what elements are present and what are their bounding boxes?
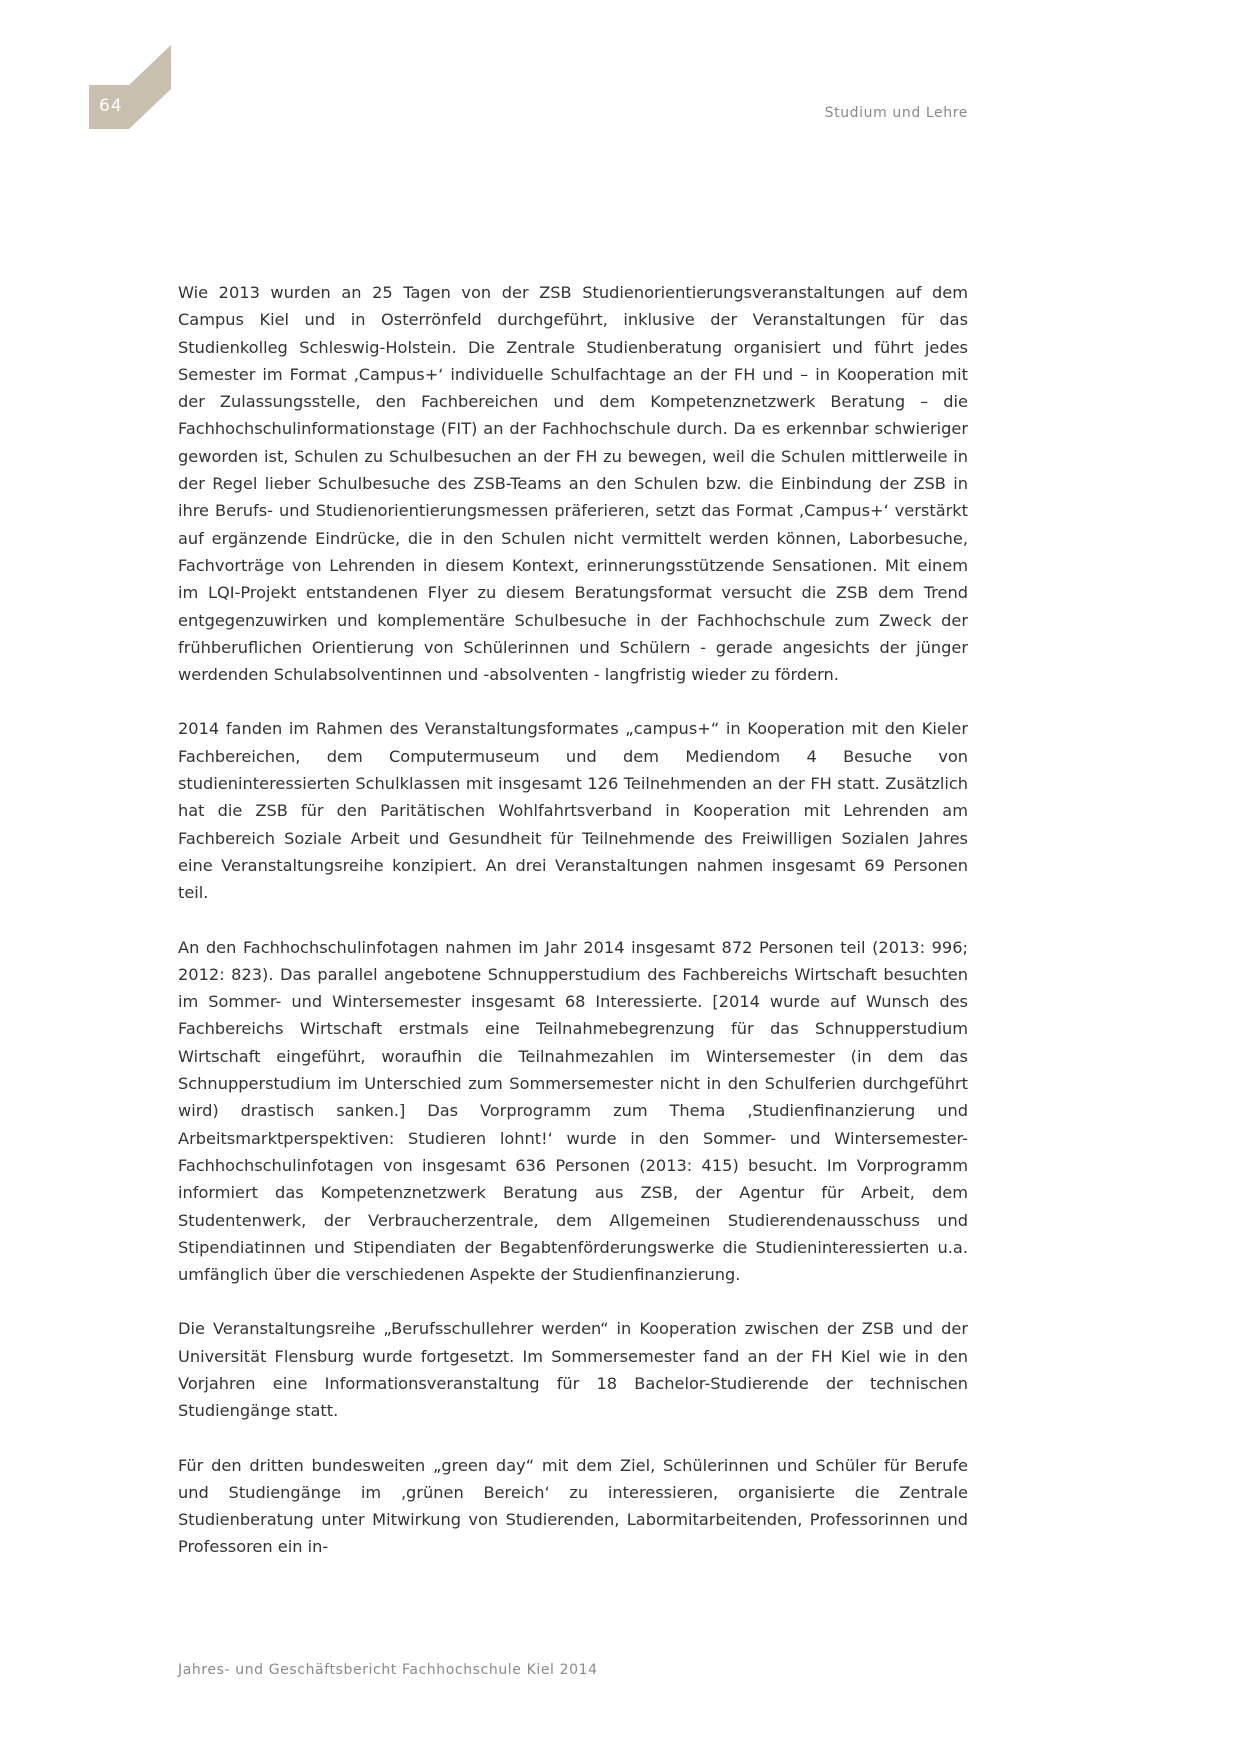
paragraph: Die Veranstaltungsreihe „Berufsschullehrer werden“ in Kooperation zwischen der ZSB und der Universität Flensburg wurde fortgesetzt. Im Sommersemester fand an der FH Kiel wie in den Vorjahren eine Informationsveranstaltung für 18 Bachelor-Studierende der technischen Studiengänge statt. bbox=[178, 1319, 968, 1421]
page-number-badge bbox=[89, 45, 173, 129]
body-text bbox=[178, 279, 968, 1588]
running-header-section-title: Studium und Lehre bbox=[824, 105, 968, 121]
page-number: 64 bbox=[99, 96, 123, 116]
paragraph: An den Fachhochschulinfotagen nahmen im Jahr 2014 insgesamt 872 Personen teil (2013: 996; 2012: 823). Das parallel angebotene Schnupperstudium des Fachbereichs Wirtschaft besuchten im Sommer- und Wintersemester insgesamt 68 Interessierte. [2014 wurde auf Wunsch des Fachbereichs Wirtschaft erstmals eine Teilnahmebegrenzung für das Schnupperstudium Wirtschaft eingeführt, woraufhin die Teilnahmezahlen im Wintersemester (in dem das Schnupperstudium im Unterschied zum Sommersemester nicht in den Schulferien durchgeführt wird) drastisch sanken.] Das Vorprogramm zum Thema ‚Studienfinanzierung und Arbeitsmarktperspektiven: Studieren lohnt!‘ wurde in den Sommer- und Wintersemester-Fachhochschulinfotagen von insgesamt 636 Personen (2013: 415) besucht. Im Vorprogramm informiert das Kompetenznetzwerk Beratung aus ZSB, der Agentur für Arbeit, dem Studentenwerk, der Verbraucherzentrale, dem Allgemeinen Studierendenausschuss und Stipendiatinnen und Stipendiaten der Begabtenförderungswerke die Studieninteressierten u.a. umfänglich über die verschiedenen Aspekte der Studienfinanzierung. bbox=[178, 937, 968, 1285]
paragraph: Für den dritten bundesweiten „green day“ mit dem Ziel, Schülerinnen und Schüler für Berufe und Studiengänge im ‚grünen Bereich‘ zu interessieren, organisierte die Zentrale Studienberatung unter Mitwirkung von Studierenden, Labormitarbeitenden, Professorinnen und Professoren ein in- bbox=[178, 1455, 968, 1557]
running-footer-publication-title: Jahres- und Geschäftsbericht Fachhochschule Kiel 2014 bbox=[178, 1662, 598, 1678]
paragraph: 2014 fanden im Rahmen des Veranstaltungsformates „campus+“ in Kooperation mit den Kieler Fachbereichen, dem Computermuseum und dem Mediendom 4 Besuche von studieninteressierten Schulklassen mit insgesamt 126 Teilnehmenden an der FH statt. Zusätzlich hat die ZSB für den Paritätischen Wohlfahrtsverband in Kooperation mit Lehrenden am Fachbereich Soziale Arbeit und Gesundheit für Teilnehmende des Freiwilligen Sozialen Jahres eine Veranstaltungsreihe konzipiert. An drei Veranstaltungen nahmen insgesamt 69 Personen teil. bbox=[178, 719, 968, 903]
paragraph: Wie 2013 wurden an 25 Tagen von der ZSB Studienorientierungsveranstaltungen auf dem Campus Kiel und in Osterrönfeld durchgeführt, inklusive der Veranstaltungen für das Studienkolleg Schleswig-Holstein. Die Zentrale Studienberatung organisiert und führt jedes Semester im Format ‚Campus+‘ individuelle Schulfachtage an der FH und – in Kooperation mit der Zulassungsstelle, den Fachbereichen und dem Kompetenznetzwerk Beratung – die Fachhochschulinformationstage (FIT) an der Fachhochschule durch. Da es erkennbar schwieriger geworden ist, Schulen zu Schulbesuchen an der FH zu bewegen, weil die Schulen mittlerweile in der Regel lieber Schulbesuche des ZSB-Teams an den Schulen bzw. die Einbindung der ZSB in ihre Berufs- und Studienorientierungsmessen präferieren, setzt das Format ‚Campus+‘ verstärkt auf ergänzende Eindrücke, die in den Schulen nicht vermittelt werden können, Laborbesuche, Fachvorträge von Lehrenden in diesem Kontext, erinnerungsstützende Sensationen. Mit einem im LQI-Projekt entstandenen Flyer zu diesem Beratungsformat versucht die ZSB dem Trend entgegenzuwirken und komplementäre Schulbesuche in der Fachhochschule zum Zweck der frühberuflichen Orientierung von Schülerinnen und Schülern - gerade angesichts der jünger werdenden Schulabsolventinnen und -absolventen - langfristig wieder zu fördern. bbox=[178, 283, 968, 685]
page-corner-shape bbox=[89, 45, 173, 129]
